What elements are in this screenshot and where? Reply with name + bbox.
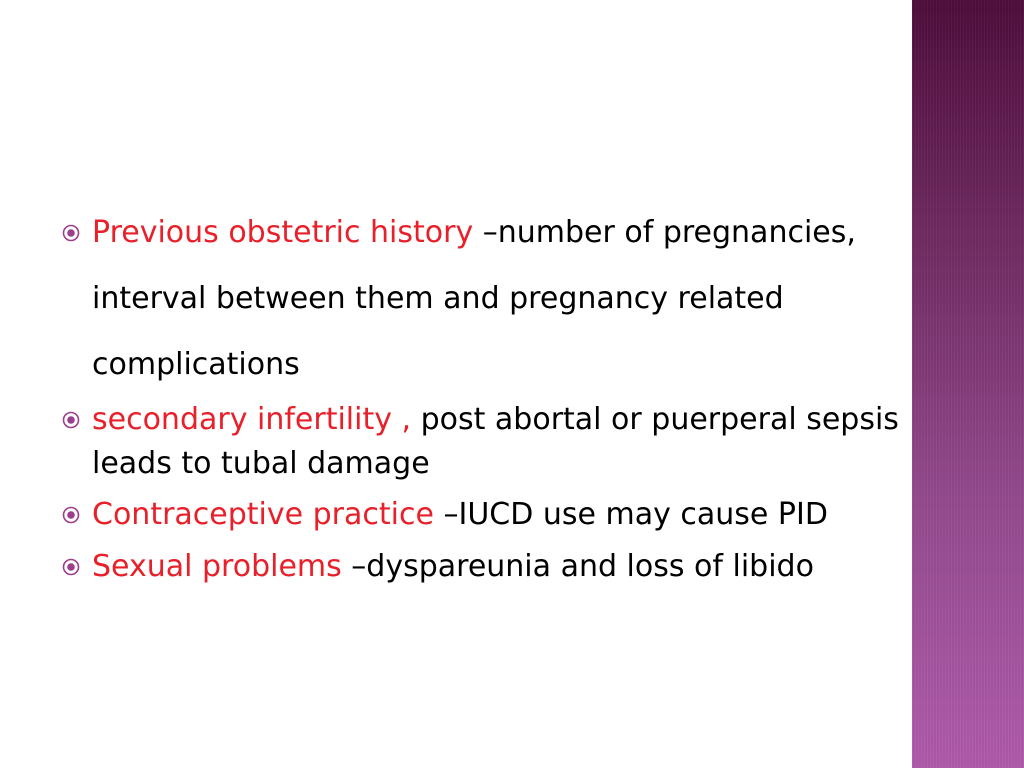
target-circle-icon xyxy=(62,411,80,429)
bullet-highlight: Sexual problems xyxy=(92,549,352,584)
bullet-item-sexual-problems xyxy=(62,545,902,589)
decorative-side-band xyxy=(912,0,1024,768)
target-circle-icon xyxy=(62,558,80,576)
target-circle-icon xyxy=(62,506,80,524)
bullet-text: –dyspareunia and loss of libido xyxy=(351,549,814,584)
bullet-item-contraceptive-practice xyxy=(62,493,902,537)
bullet-text: –number of pregnancies, interval between them and pregnancy related complications xyxy=(92,215,856,382)
bullet-list xyxy=(62,200,902,589)
target-circle-icon xyxy=(62,224,80,242)
bullet-text: post abortal or puerperal sepsis leads to tubal damage xyxy=(92,402,899,481)
bullet-text: –IUCD use may cause PID xyxy=(443,497,828,532)
bullet-highlight: Previous obstetric history xyxy=(92,215,483,250)
bullet-item-obstetric-history xyxy=(62,200,902,398)
bullet-highlight: Contraceptive practice xyxy=(92,497,444,532)
bullet-item-secondary-infertility xyxy=(62,398,902,486)
bullet-highlight: secondary infertility , xyxy=(92,402,421,437)
